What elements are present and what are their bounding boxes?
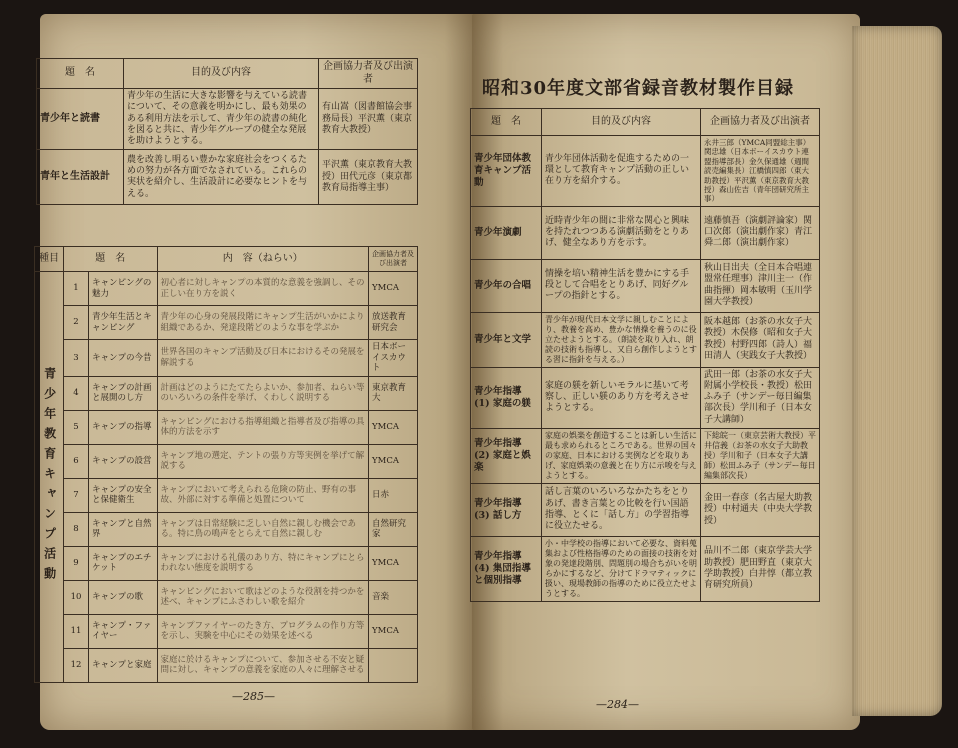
row-num: 12 bbox=[64, 648, 89, 682]
page-edges bbox=[852, 26, 942, 716]
col-category: 種目 bbox=[35, 247, 64, 272]
col-people: 企画協力者及び出演者 bbox=[369, 247, 418, 272]
row-people: 金田一春彦（名古屋大助教授）中村通夫（中央大学教授） bbox=[701, 483, 820, 536]
category-cell bbox=[35, 272, 64, 683]
table-row bbox=[35, 376, 418, 410]
row-num: 6 bbox=[64, 444, 89, 478]
row-title: 青少年指導 (3) 話し方 bbox=[471, 483, 542, 536]
table-row bbox=[471, 367, 820, 428]
row-people bbox=[369, 648, 418, 682]
row-title: キャンプの設営 bbox=[89, 444, 158, 478]
col-people: 企画協力者及び出演者 bbox=[319, 59, 418, 89]
row-people: 有山嵩（図書館協会事務局長）平沢薫（東京教育大教授） bbox=[319, 89, 418, 150]
row-people: 阪本越郎（お茶の水女子大教授）木俣修（昭和女子大教授）村野四郎（詩人）福田清人（実践女子大教授） bbox=[701, 312, 820, 367]
table-row bbox=[35, 648, 418, 682]
table-row bbox=[37, 150, 418, 205]
row-title: キャンプの計画と展開のし方 bbox=[89, 376, 158, 410]
right-table bbox=[470, 108, 820, 602]
table-header-row bbox=[37, 59, 418, 89]
table-header-row bbox=[471, 109, 820, 136]
col-title: 題 名 bbox=[64, 247, 158, 272]
row-title: キャンプの安全と保健衛生 bbox=[89, 478, 158, 512]
row-content: 農を改善し明るい豊かな家庭社会をつくるための努力が各方面でなされている。これらの実状を紹介し、生活設計に必要なヒントを与える。 bbox=[124, 150, 319, 205]
row-content: 初心者に対しキャンプの本質的な意義を強調し、その正しい在り方を説く bbox=[157, 272, 369, 306]
row-content: 計画はどのようにたてたらよいか、参加者、ねらい等のいろいろの条件を挙げ、くわしく説明する bbox=[157, 376, 369, 410]
row-content: キャンプファイヤーのたき方、プログラムの作り方等を示し、実験を中心にその効果を述べる bbox=[157, 614, 369, 648]
row-content: 小・中学校の指導において必要な、資料蒐集および性格指導のための面接の技術を対象の発達段階別、問題別の場合ちがいを明らかにするなど、分けてドラマティックに扱い、現場教師の指導のために役立たせようとする。 bbox=[542, 536, 701, 601]
row-people: 平沢薫（東京教育大教授）田代元彦（東京都教育局指導主事） bbox=[319, 150, 418, 205]
row-people: 秋山日出夫（全日本合唱連盟常任理事）津川主一（作曲指揮）岡本敏明（玉川学園大学教授） bbox=[701, 259, 820, 312]
row-title: キャンプの指導 bbox=[89, 410, 158, 444]
row-content: キャンプは日常経験に乏しい自然に親しむ機会である。特に鳥の鳴声をとらえて自然に親しむ bbox=[157, 512, 369, 546]
table-row bbox=[35, 340, 418, 377]
table-row bbox=[35, 614, 418, 648]
row-people: 下総皖一（東京芸術大教授）平井信義（お茶の水女子大助教授）学川和子（日本女子大講師）松田ふみ子（サンデー毎日編集部次長） bbox=[701, 428, 820, 483]
page-number-right: —284— bbox=[596, 698, 639, 711]
row-title: キャンプの今昔 bbox=[89, 340, 158, 377]
table-row bbox=[35, 478, 418, 512]
table-row bbox=[37, 89, 418, 150]
row-content: キャンピングにおける指導組織と指導者及び指導の具体的方法を示す bbox=[157, 410, 369, 444]
left-bottom-table bbox=[34, 246, 418, 683]
row-title: 青少年と読書 bbox=[37, 89, 124, 150]
col-content: 目的及び内容 bbox=[124, 59, 319, 89]
row-title: 青少年の合唱 bbox=[471, 259, 542, 312]
table-header-row bbox=[35, 247, 418, 272]
row-people: YMCA bbox=[369, 272, 418, 306]
row-people: YMCA bbox=[369, 410, 418, 444]
col-title: 題 名 bbox=[471, 109, 542, 136]
row-content: キャンプ地の選定、テントの張り方等実例を挙げて解説する bbox=[157, 444, 369, 478]
table-row bbox=[471, 136, 820, 207]
row-title: 青年と生活設計 bbox=[37, 150, 124, 205]
row-num: 7 bbox=[64, 478, 89, 512]
table-row bbox=[471, 483, 820, 536]
row-title: 青少年指導 (4) 集団指導と個別指導 bbox=[471, 536, 542, 601]
row-title: キャンプと家庭 bbox=[89, 648, 158, 682]
row-content: キャンプにおける礼儀のあり方、特にキャンプにとらわれない態度を説明する bbox=[157, 546, 369, 580]
page-title: 昭和30年度文部省録音教材製作目録 bbox=[482, 78, 795, 99]
row-title: キャンプ・ファイヤー bbox=[89, 614, 158, 648]
row-num: 11 bbox=[64, 614, 89, 648]
row-title: 青少年生活とキャンピング bbox=[89, 306, 158, 340]
row-people: 日本ボーイスカウト bbox=[369, 340, 418, 377]
row-content: 近時青少年の間に非常な関心と興味を持たれつつある演劇活動をとりあげ、健全なあり方を示す。 bbox=[542, 206, 701, 259]
row-people: 武田一郎（お茶の水女子大附属小学校長・教授）松田ふみ子（サンデー毎日編集部次長）学川和子（日本女子大講師） bbox=[701, 367, 820, 428]
table-row bbox=[35, 546, 418, 580]
row-content: 話し言葉のいろいろなかたちをとりあげ、書き言葉との比較を行い国語指導、とくに「話し方」の学習指導に役立たせる。 bbox=[542, 483, 701, 536]
row-num: 8 bbox=[64, 512, 89, 546]
row-title: 青少年と文学 bbox=[471, 312, 542, 367]
category-label bbox=[38, 367, 60, 587]
left-top-table bbox=[36, 58, 418, 205]
table-row bbox=[35, 444, 418, 478]
row-title: 青少年指導 (2) 家庭と娯楽 bbox=[471, 428, 542, 483]
table-row bbox=[35, 410, 418, 444]
table-row bbox=[471, 536, 820, 601]
row-content: 家庭の躾を新しいモラルに基いて考察し、正しい躾のあり方を考えさせようとする。 bbox=[542, 367, 701, 428]
row-content: 世界各国のキャンプ活動及び日本におけるその発展を解説する bbox=[157, 340, 369, 377]
row-people: 自然研究家 bbox=[369, 512, 418, 546]
table-row bbox=[35, 306, 418, 340]
table-row bbox=[35, 512, 418, 546]
row-people: 音楽 bbox=[369, 580, 418, 614]
row-people: YMCA bbox=[369, 444, 418, 478]
row-title: 青少年指導 (1) 家庭の躾 bbox=[471, 367, 542, 428]
row-content: 青少年の生活に大きな影響を与えている読書について、その意義を明かにし、最も効果のある利用方法を示して、青少年の読書の純化を図ると共に、青少年グループの健全な発展を助けようとする。 bbox=[124, 89, 319, 150]
row-content: キャンプにおいて考えられる危険の防止、野有の事故、外部に対する準備と処置について bbox=[157, 478, 369, 512]
col-title: 題 名 bbox=[37, 59, 124, 89]
row-content: 情操を培い精神生活を豊かにする手段として合唱をとりあげ、同好グループの指針とする。 bbox=[542, 259, 701, 312]
row-num: 10 bbox=[64, 580, 89, 614]
row-title: キャンプの歌 bbox=[89, 580, 158, 614]
row-num: 2 bbox=[64, 306, 89, 340]
row-num: 4 bbox=[64, 376, 89, 410]
row-title: 青少年団体教育キャンプ活動 bbox=[471, 136, 542, 207]
row-content: 家庭に於けるキャンプについて、参加させる不安と疑問に対し、キャンプの意義を家庭の人々に理解させる bbox=[157, 648, 369, 682]
table-row bbox=[35, 580, 418, 614]
table-row bbox=[35, 272, 418, 306]
row-content: 青少年の心身の発展段階にキャンプ生活がいかにより組織であるか、発達段階どのような事を学ぶか bbox=[157, 306, 369, 340]
table-row bbox=[471, 206, 820, 259]
table-row bbox=[471, 312, 820, 367]
row-content: キャンピングにおいて歌はどのような役割を持つかを述べ、キャンプにふさわしい歌を紹介 bbox=[157, 580, 369, 614]
row-people: 放送教育研究会 bbox=[369, 306, 418, 340]
row-people: 日赤 bbox=[369, 478, 418, 512]
row-people: 品川不二郎（東京学芸大学助教授）肥田野直（東京大学助教授）白井惇（都立教育研究所員） bbox=[701, 536, 820, 601]
row-title: キャンプと自然界 bbox=[89, 512, 158, 546]
row-people: 永井三郎（YMCA同盟総主事）関忠雄（日本ボーイスカウト連盟指導部長）金久保通雄（週間読売編集長）江橋慎四郎（東大助教授）平沢薫（東京教育大教授）森山佐吉（青年団研究所主事） bbox=[701, 136, 820, 207]
row-content: 家庭の娯楽を創造することは新しい生活に最も求められるところである。世界の国々の家庭、日本における実例などを取りあげ、家庭娯楽の意義と在り方に示唆を与えようとする。 bbox=[542, 428, 701, 483]
row-title: キャンプのエチケット bbox=[89, 546, 158, 580]
col-people: 企画協力者及び出演者 bbox=[701, 109, 820, 136]
col-content: 内 容（ねらい） bbox=[157, 247, 369, 272]
row-num: 9 bbox=[64, 546, 89, 580]
row-num: 1 bbox=[64, 272, 89, 306]
table-row bbox=[471, 428, 820, 483]
category-text: 青少年教育キャンプ活動 bbox=[42, 366, 57, 587]
row-people: YMCA bbox=[369, 546, 418, 580]
row-people: 遠藤慎吾（演劇評論家）関口次郎（演出劇作家）青江舜二郎（演出劇作家） bbox=[701, 206, 820, 259]
row-title: キャンピングの魅力 bbox=[89, 272, 158, 306]
page-number-left: —285— bbox=[232, 690, 275, 703]
row-people: 東京教育大 bbox=[369, 376, 418, 410]
row-content: 青少年団体活動を促進するための一環として教育キャンプ活動の正しい在り方を紹介する。 bbox=[542, 136, 701, 207]
row-content: 青少年が現代日本文学に親しむことにより、教養を高め、豊かな情操を養うのに役立たせようとする。（朗読を取り入れ、朗読の技術も指導し、又自ら創作しようとする習に指針を与える。） bbox=[542, 312, 701, 367]
row-num: 3 bbox=[64, 340, 89, 377]
row-title: 青少年演劇 bbox=[471, 206, 542, 259]
row-num: 5 bbox=[64, 410, 89, 444]
table-row bbox=[471, 259, 820, 312]
row-people: YMCA bbox=[369, 614, 418, 648]
col-content: 目的及び内容 bbox=[542, 109, 701, 136]
